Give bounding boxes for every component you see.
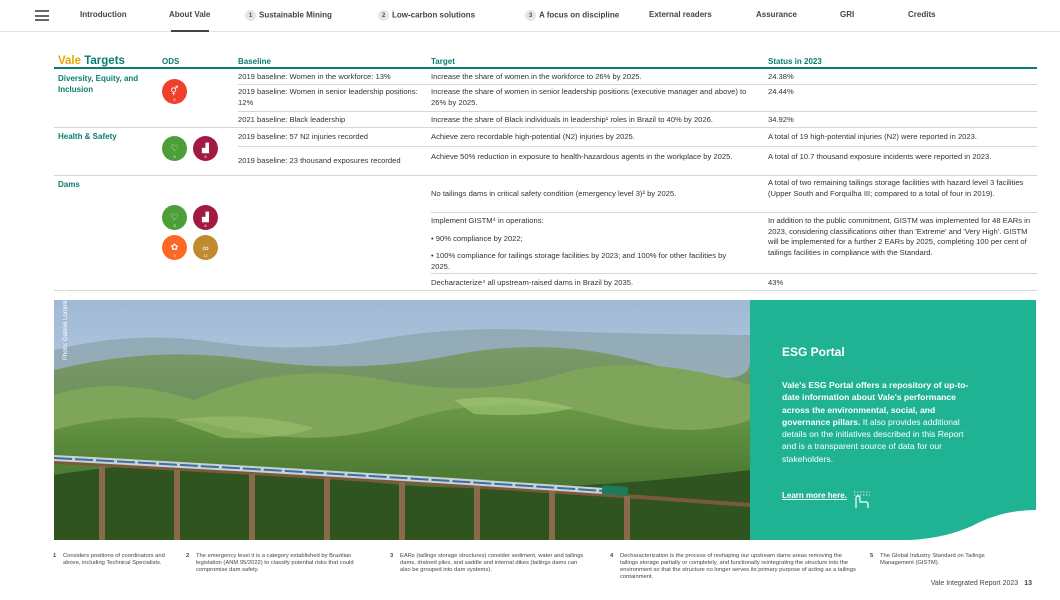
- nav-focus-discipline[interactable]: [525, 10, 619, 21]
- nav-assurance[interactable]: [756, 10, 797, 19]
- category-dams: Dams: [58, 180, 80, 189]
- target-cell: Increase the share of women in the workforce to 26% by 2025.: [431, 72, 642, 81]
- nav-label: GRI: [840, 10, 855, 19]
- title-vale: Vale: [58, 55, 82, 67]
- header-baseline: Baseline: [238, 57, 271, 66]
- wave-decoration: [750, 510, 1036, 540]
- nav-label: Assurance: [756, 10, 797, 19]
- target-cell: • 90% compliance by 2022;: [431, 234, 523, 243]
- category-dei: Diversity, Equity, and Inclusion: [58, 74, 139, 94]
- target-cell: Increase the share of women in senior leadership positions (executive manager and above) to 26% by 2025.: [431, 87, 747, 107]
- target-cell: • 100% compliance for tailings storage facilities by 2023; and 100% for other facilities by 2025.: [431, 251, 727, 271]
- footnote-1: [53, 553, 171, 567]
- report-name: Vale Integrated Report 2023: [930, 580, 1019, 587]
- top-navigation: [0, 0, 1060, 32]
- footnote-5: [870, 553, 1010, 567]
- esg-title: ESG Portal: [782, 345, 845, 359]
- learn-more-link[interactable]: Learn more here.: [782, 491, 847, 500]
- nav-label: Introduction: [80, 10, 127, 19]
- footnote-text: Considers positions of coordinators and above, including Technical Specialists.: [63, 553, 165, 566]
- nav-number: 2: [378, 10, 389, 21]
- nav-about-vale[interactable]: [169, 10, 210, 19]
- page-footer: [931, 580, 1032, 587]
- row-divider: [431, 273, 1037, 274]
- target-cell: Decharacterize⁴ all upstream-raised dams in Brazil by 2035.: [431, 278, 634, 287]
- status-cell: 24.38%: [768, 72, 794, 81]
- row-divider: [238, 111, 1037, 112]
- footnote-number: 3: [390, 553, 394, 559]
- pointer-hand-icon: [850, 490, 874, 510]
- table-title: [58, 55, 125, 67]
- target-cell: Achieve 50% reduction in exposure to health-hazardous agents in the workplace by 2025.: [431, 152, 733, 161]
- nav-label: External readers: [649, 10, 712, 19]
- category-health-safety: Health & Safety: [58, 132, 117, 141]
- sdg-3-good-health-icon: ♡ 3: [162, 205, 187, 230]
- baseline-cell: 2019 baseline: Women in the workforce: 13%: [238, 72, 391, 81]
- nav-number: 1: [245, 10, 256, 21]
- photo-credit: Photo: Gabriel Lordello - Mosaico: [63, 270, 69, 360]
- sdg-8-decent-work-icon: ▟ 8: [193, 136, 218, 161]
- nav-label: Low-carbon solutions: [392, 10, 476, 20]
- sdg-8-decent-work-icon: ▟ 8: [193, 205, 218, 230]
- header-target: Target: [431, 57, 455, 66]
- status-cell: In addition to the public commitment, GISTM was implemented for 48 EARs in 2023, considering classifications other than 'Extreme' and 'Very High'. GISTM will be implemented for a further 2 EARs by 2025, completing 100 per cent of tailings facilities in compliance with the Standard.: [768, 216, 1031, 257]
- esg-portal-box: [750, 300, 1036, 540]
- footnote-4: [610, 553, 858, 581]
- esg-description-rest: It also provides additional details on the initiatives described in this Report and is a transparent source of data for our stakeholders.: [782, 416, 964, 464]
- sdg-3-good-health-icon: ♡ 3: [162, 136, 187, 161]
- table-bottom-divider: [54, 290, 1037, 291]
- nav-label: Credits: [908, 10, 936, 19]
- footnote-3: [390, 553, 585, 574]
- footnote-number: 1: [53, 553, 57, 559]
- target-cell: Implement GISTM⁴ in operations:: [431, 216, 544, 225]
- esg-description: [782, 379, 972, 465]
- nav-label: About Vale: [169, 10, 211, 19]
- status-cell: A total of 19 high-potential injuries (N2) were reported in 2023.: [768, 132, 977, 141]
- sdg-9-industry-icon: ✿ 9: [162, 235, 187, 260]
- nav-active-indicator: [171, 30, 209, 32]
- header-divider: [54, 67, 1037, 69]
- row-divider: [431, 212, 1037, 213]
- nav-introduction[interactable]: [80, 10, 127, 19]
- landscape-train-photo: [54, 300, 750, 540]
- footnote-text: The Global Industry Standard on Tailings Management (GISTM).: [880, 553, 985, 566]
- row-divider: [238, 146, 1037, 147]
- section-divider: [54, 127, 1037, 128]
- nav-label: A focus on discipline: [539, 10, 620, 20]
- status-cell: 43%: [768, 278, 784, 287]
- title-targets: Targets: [84, 55, 125, 67]
- baseline-cell: 2021 baseline: Black leadership: [238, 115, 346, 124]
- page-number: 13: [1024, 580, 1032, 587]
- nav-number: 3: [525, 10, 536, 21]
- status-cell: A total of 10.7 thousand exposure incidents were reported in 2023.: [768, 152, 992, 161]
- menu-icon[interactable]: [35, 10, 49, 21]
- target-cell: No tailings dams in critical safety condition (emergency level 3)² by 2025.: [431, 189, 677, 198]
- footnote-number: 2: [186, 553, 190, 559]
- nav-credits[interactable]: [908, 10, 936, 19]
- status-cell: A total of two remaining tailings storage facilities with hazard level 3 facilities (Upper South and Forquilha III; compared to a total of four in 2019).: [768, 178, 1024, 198]
- section-divider: [54, 175, 1037, 176]
- footnote-number: 4: [610, 553, 614, 559]
- nav-external-readers[interactable]: [649, 10, 712, 19]
- nav-low-carbon[interactable]: [378, 10, 475, 21]
- nav-label: Sustainable Mining: [259, 10, 332, 20]
- sdg-5-gender-equality-icon: ⚥ 5: [162, 79, 187, 104]
- baseline-cell: 2019 baseline: Women in senior leadership positions: 12%: [238, 87, 418, 107]
- status-cell: 34.92%: [768, 115, 794, 124]
- status-cell: 24.44%: [768, 87, 794, 96]
- footnote-text: Decharacterization is the process of reshaping our upstream dams areas removing the tailings storage partially or completely, and functionally reintegrating the structure into the environment so that the structure no longer serves its primary purpose of acting as a tailings containment.: [620, 553, 856, 580]
- row-divider: [238, 84, 1037, 85]
- baseline-cell: 2019 baseline: 57 N2 injuries recorded: [238, 132, 369, 141]
- esg-description-bold: Vale's ESG Portal offers a repository of up-to-date information about Vale's performance across the environmental, social, and governance pillars.: [782, 380, 969, 427]
- target-cell: Increase the share of Black individuals in leadership¹ roles in Brazil to 40% by 2026.: [431, 115, 713, 124]
- sdg-12-responsible-consumption-icon: ∞ 12: [193, 235, 218, 260]
- nav-gri[interactable]: [840, 10, 854, 19]
- header-ods: ODS: [162, 57, 180, 66]
- header-status: Status in 2023: [768, 57, 822, 66]
- footnote-text: The emergency level it is a category established by Brazilian legislation (ANM 95/2022) to classify potential risks that could compromise dam safety.: [196, 553, 354, 573]
- footnote-number: 5: [870, 553, 874, 559]
- baseline-cell: 2019 baseline: 23 thousand exposures recorded: [238, 156, 401, 165]
- footnote-text: EARs (tailings storage structures) consider sediment, water and tailings dams, drained piles, and saddle and internal dikes (tailings dams can also be grouped into dam systems).: [400, 553, 584, 573]
- target-cell: Achieve zero recordable high-potential (N2) injuries by 2025.: [431, 132, 635, 141]
- footnote-2: [186, 553, 374, 574]
- nav-sustainable-mining[interactable]: [245, 10, 332, 21]
